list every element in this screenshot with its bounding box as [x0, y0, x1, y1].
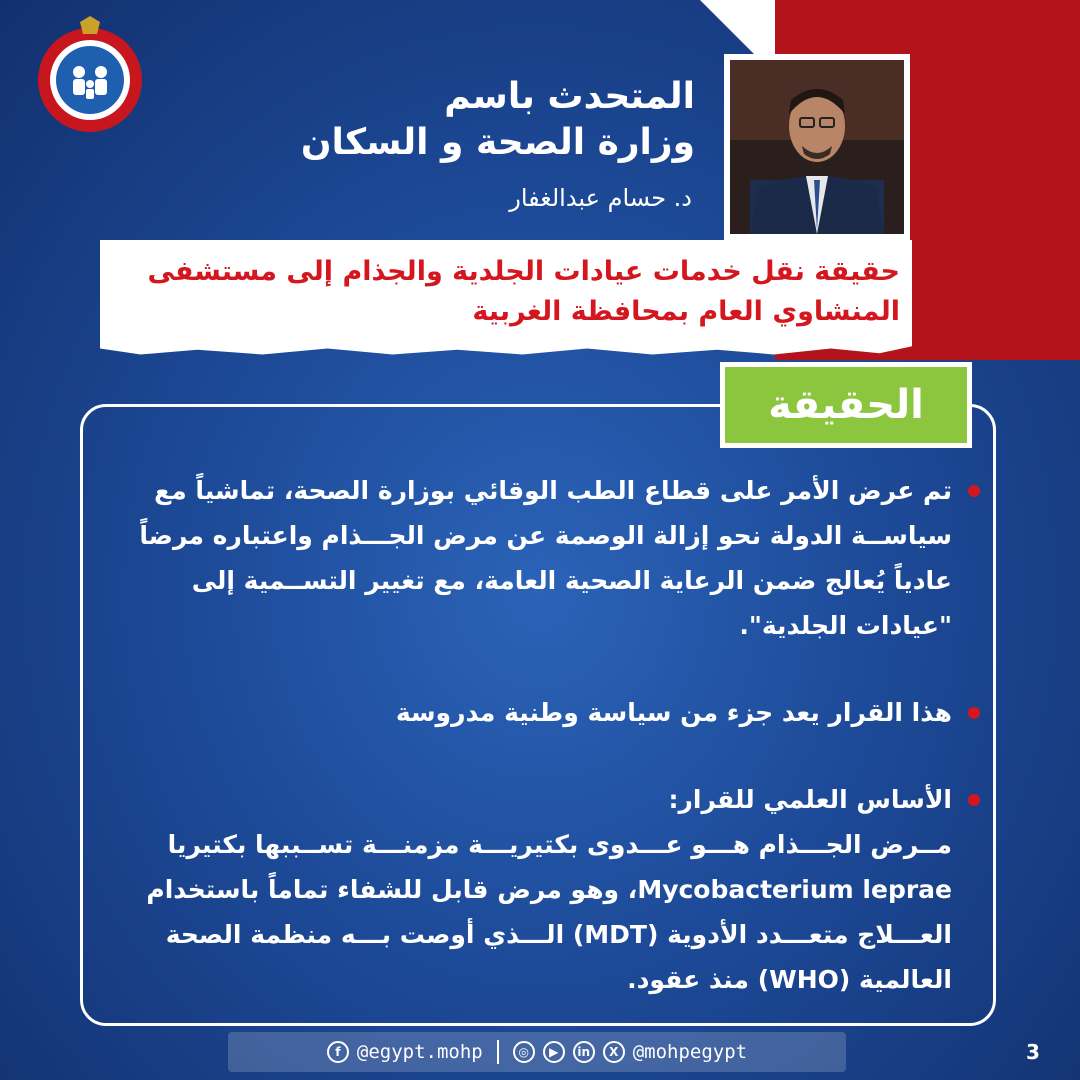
bullet-dot: [968, 794, 980, 806]
fact-badge: [720, 362, 972, 448]
speaker-photo: [724, 54, 910, 240]
social-footer: [228, 1032, 846, 1072]
page-number: 3: [1026, 1040, 1040, 1064]
headline-line1: حقيقة نقل خدمات عيادات الجلدية والجذام إلى مستشفى: [147, 256, 900, 287]
headline: [110, 252, 900, 332]
social-handle[interactable]: @mohpegypt: [632, 1041, 748, 1063]
bullet-line: الأساس العلمي للقرار:: [668, 785, 952, 814]
bullet-line: العـــلاج متعـــدد الأدوية (MDT) الـــذي أوصت بـــه منظمة الصحة: [165, 920, 952, 949]
bullet-line: "عيادات الجلدية".: [739, 611, 952, 640]
headline-line2: المنشاوي العام بمحافظة الغربية: [472, 296, 900, 327]
footer-divider: [497, 1040, 499, 1064]
speaker-title: [275, 74, 695, 166]
youtube-icon[interactable]: ▶: [543, 1041, 565, 1063]
bullet-line: تم عرض الأمر على قطاع الطب الوقائي بوزارة الصحة، تماشياً مع: [154, 476, 952, 505]
bullet-item: [108, 690, 980, 735]
speaker-name: د. حسام عبدالغفار: [509, 184, 692, 212]
instagram-icon[interactable]: ◎: [513, 1041, 535, 1063]
speaker-title-line1: المتحدث باسم: [444, 76, 695, 117]
bullet-line: مــرض الجـــذام هـــو عـــدوى بكتيريـــة مزمنـــة تســببها بكتيريا: [167, 830, 952, 859]
bullet-line: Mycobacterium leprae، وهو مرض قابل للشفاء تماماً باستخدام: [146, 875, 952, 904]
speaker-title-line2: وزارة الصحة و السكان: [300, 122, 695, 163]
facebook-icon[interactable]: f: [327, 1041, 349, 1063]
bullet-dot: [968, 707, 980, 719]
bullet-item: [108, 468, 980, 648]
bullet-line: العالمية (WHO) منذ عقود.: [627, 965, 952, 994]
x-icon[interactable]: X: [603, 1041, 625, 1063]
bullet-line: عادياً يُعالج ضمن الرعاية الصحية العامة، مع تغيير التســمية إلى: [191, 566, 952, 595]
bullet-dot: [968, 485, 980, 497]
bullet-line: سياســة الدولة نحو إزالة الوصمة عن مرض الجـــذام واعتباره مرضاً: [139, 521, 952, 550]
bullet-line: هذا القرار يعد جزء من سياسة وطنية مدروسة: [395, 698, 952, 727]
ministry-logo: [35, 16, 145, 134]
fact-label: الحقيقة: [725, 367, 967, 443]
facebook-handle[interactable]: @egypt.mohp: [356, 1041, 483, 1063]
fact-bullets: [108, 468, 980, 1044]
linkedin-icon[interactable]: in: [573, 1041, 595, 1063]
bullet-item: [108, 777, 980, 1002]
